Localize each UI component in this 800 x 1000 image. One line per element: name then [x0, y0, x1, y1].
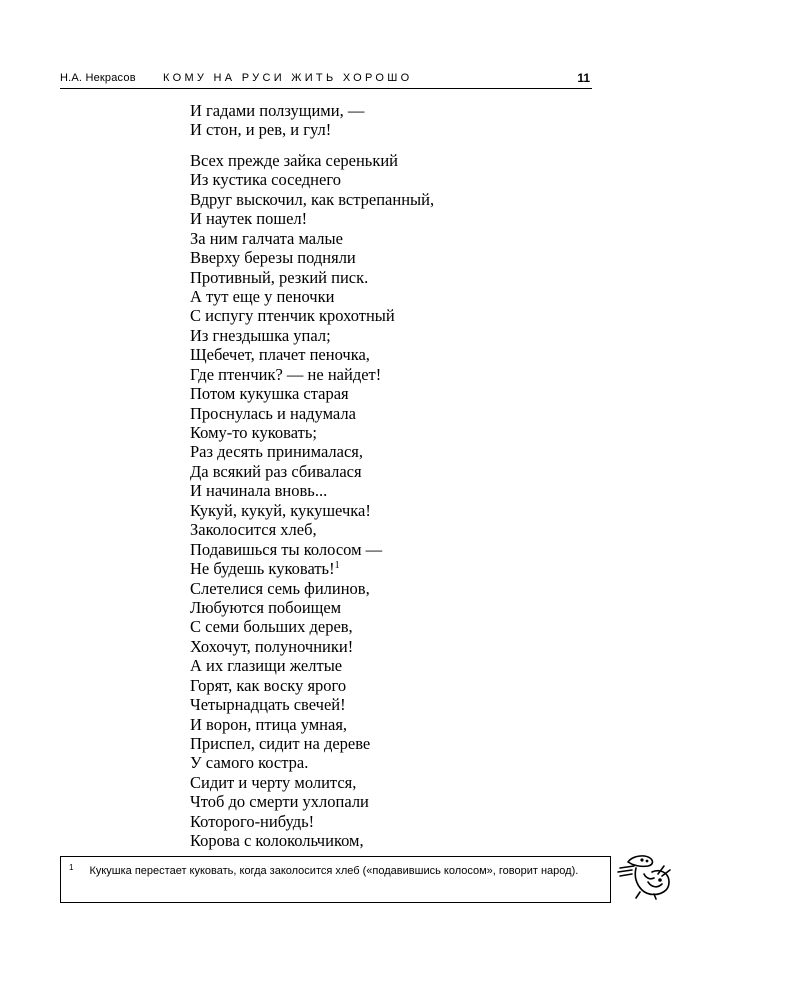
poem-line: У самого костра. [190, 753, 309, 773]
poem-line: Кукуй, кукуй, кукушечка! [190, 500, 371, 520]
stanza [190, 151, 610, 851]
poem-line: Вдруг выскочил, как встрепанный, [190, 189, 435, 209]
poem-line: Четырнадцать свечей! [190, 695, 346, 715]
poem-line: Заколосится хлеб, [190, 520, 317, 540]
stanza [190, 101, 610, 140]
poem-line: Приспел, сидит на дереве [190, 734, 371, 753]
poem-line: Сидит и черту молится, [190, 772, 357, 792]
poem-line: Противный, резкий писк. [190, 267, 369, 287]
poem-line: Кому-то куковать; [190, 423, 317, 442]
poem-line: Из гнездышка упал; [190, 325, 331, 345]
poem-line: Раз десять принималася, [190, 442, 364, 462]
poem-line: С семи больших дерев, [190, 617, 353, 637]
poem-line: Корова с колокольчиком, [190, 831, 364, 851]
poem-line: И начинала вновь... [190, 481, 328, 501]
poem-line: И наутек пошел! [190, 209, 308, 229]
footnote-text-block [65, 864, 600, 879]
footnote-box [60, 856, 611, 903]
poem-line: Щебечет, плачет пеночка, [190, 345, 370, 365]
poem-line: Слетелися семь филинов, [190, 578, 370, 598]
poem-line: И стон, и рев, и гул! [190, 120, 332, 140]
poem-line: Чтоб до смерти ухлопали [190, 792, 369, 812]
poem-line: Подавишься ты колосом — [190, 539, 383, 559]
header-book-title: КОМУ НА РУСИ ЖИТЬ ХОРОШО [163, 72, 413, 84]
poem-line: Горят, как воску ярого [190, 675, 347, 695]
poem-line: Потом кукушка старая [190, 384, 349, 404]
hand-pointing-icon [614, 852, 674, 900]
poem-line: Которого-нибудь! [190, 811, 315, 831]
poem-line: Из кустика соседнего [190, 170, 341, 190]
poem-line: Вверху березы подняли [190, 248, 356, 268]
poem-line: Не будешь куковать!$^1$ [190, 559, 340, 579]
poem-line: Да всякий раз сбивалася [190, 461, 362, 481]
footnote-number: 1 [69, 863, 74, 872]
poem-line: А их глазищи желтые [190, 656, 343, 676]
poem-line: Любуются побоищем [190, 597, 342, 617]
footnote-reference: 1 [334, 560, 340, 572]
poem-line: За ним галчата малые [190, 228, 343, 248]
page-number: 11 [577, 71, 590, 85]
poem-line: С испугу птенчик крохотный [190, 306, 395, 326]
poem-line: Хохочут, полуночники! [190, 636, 354, 656]
header-author: Н.А. Некрасов [60, 72, 136, 84]
poem-line: И ворон, птица умная, [190, 714, 348, 734]
poem-line: Всех прежде зайка серенький [190, 150, 398, 170]
poem-text [190, 101, 610, 851]
poem-line: И гадами ползущими, — [190, 101, 365, 120]
stanza-gap [190, 140, 610, 151]
running-header [60, 70, 592, 89]
poem-line: Где птенчик? — не найдет! [190, 364, 382, 384]
poem-line: Проснулась и надумала [190, 403, 356, 423]
poem-line: А тут еще у пеночки [190, 286, 335, 306]
footnote-text: Кукушка перестает куковать, когда заколосится хлеб («подавившись колосом», говорит народ). [89, 865, 579, 877]
